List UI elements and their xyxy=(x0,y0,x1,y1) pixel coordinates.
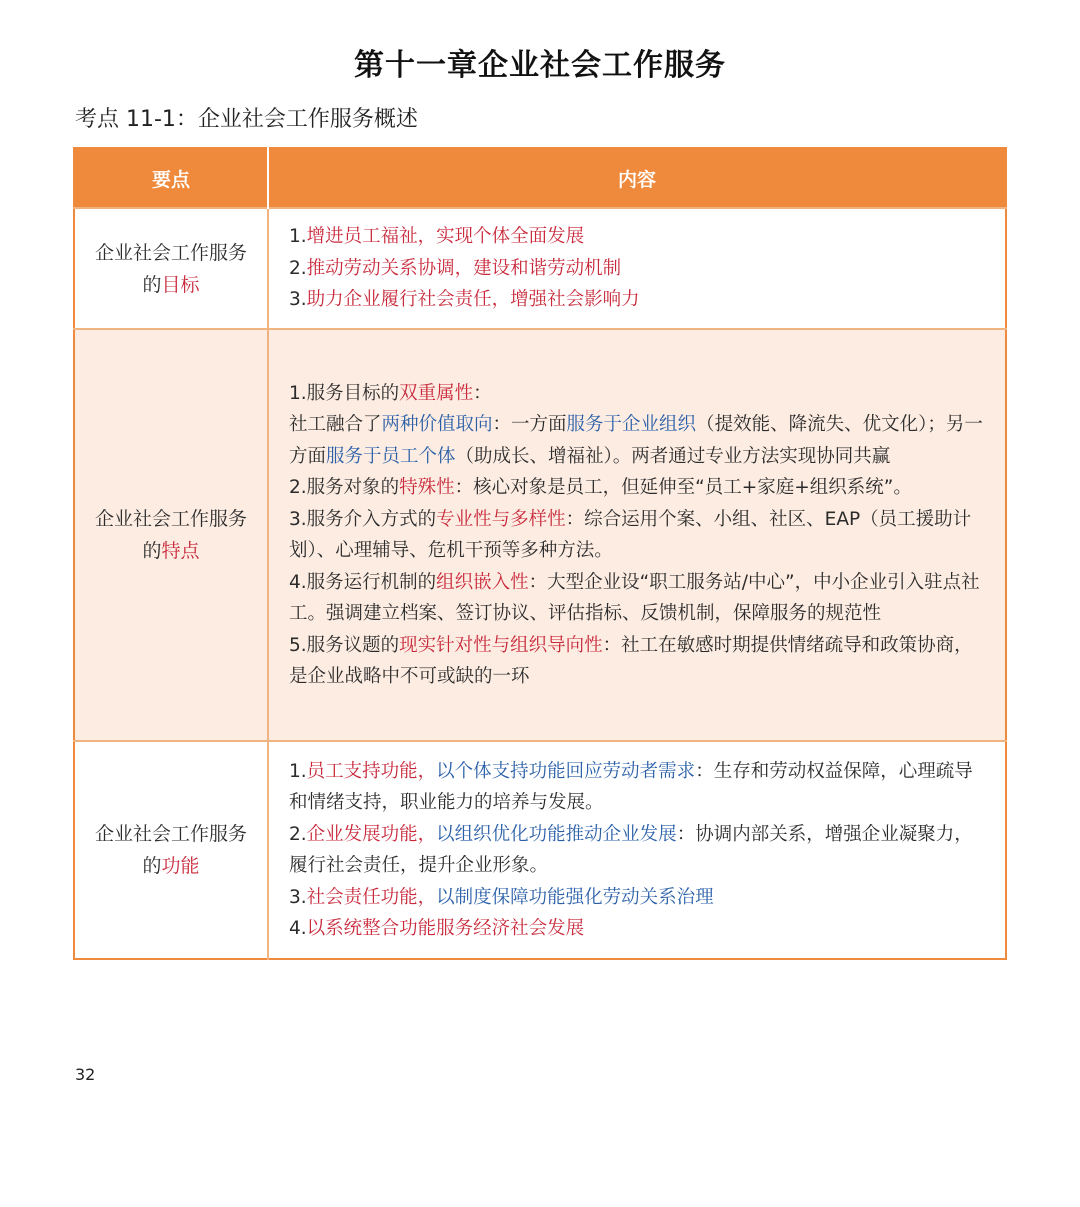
list-item: 3.服务介入方式的专业性与多样性：综合运用个案、小组、社区、EAP（员工援助计划）、心理辅导、危机干预等多种方法。 xyxy=(289,508,972,561)
list-item: 4.服务运行机制的组织嵌入性：大型企业设“职工服务站/中心”，中小企业引入驻点社工。强调建立档案、签订协议、评估指标、反馈机制，保障服务的规范性 xyxy=(289,571,980,624)
list-item: 1.增进员工福祉，实现个体全面发展 xyxy=(289,226,585,248)
table-row xyxy=(74,208,1006,329)
list-item: 2.推动劳动关系协调，建设和谐劳动机制 xyxy=(289,257,622,279)
row-content-goal xyxy=(268,208,1006,329)
header-content: 内容 xyxy=(268,148,1006,208)
row-key-features xyxy=(74,329,268,741)
list-item: 2.服务对象的特殊性：核心对象是员工，但延伸至“员工+家庭+组织系统”。 xyxy=(289,477,912,498)
list-item: 社工融合了两种价值取向：一方面服务于企业组织（提效能、降流失、优文化）；另一方面服务于员工个体（助成长、增福祉）。两者通过专业方法实现协同共赢 xyxy=(289,414,983,467)
row-key-goal xyxy=(74,208,268,329)
list-item: 1.服务目标的双重属性： xyxy=(289,382,492,404)
chapter-title: 第十一章企业社会工作服务 xyxy=(354,48,726,83)
row-key-functions xyxy=(74,741,268,959)
key-highlight: 目标 xyxy=(161,273,200,296)
summary-table xyxy=(73,147,1007,960)
list-item: 1.员工支持功能，以个体支持功能回应劳动者需求：生存和劳动权益保障，心理疏导和情绪支持，职业能力的培养与发展。 xyxy=(289,760,973,813)
key-prefix: 企业社会工作服务的 xyxy=(94,241,247,296)
header-key: 要点 xyxy=(74,148,268,208)
list-item: 4.以系统整合功能服务经济社会发展 xyxy=(289,918,585,939)
section-subtitle: 考点 11-1：企业社会工作服务概述 xyxy=(75,107,418,132)
key-prefix: 企业社会工作服务的 xyxy=(94,508,247,562)
list-item: 2.企业发展功能，以组织优化功能推动企业发展：协调内部关系，增强企业凝聚力，履行社会责任，提升企业形象。 xyxy=(289,823,973,876)
key-highlight: 特点 xyxy=(161,540,200,562)
list-item: 3.助力企业履行社会责任，增强社会影响力 xyxy=(289,289,640,311)
table-header-row xyxy=(74,148,1006,208)
table-row xyxy=(74,329,1006,741)
page-number: 32 xyxy=(75,1065,96,1084)
list-item: 5.服务议题的现实针对性与组织导向性：社工在敏感时期提供情绪疏导和政策协商，是企业战略中不可或缺的一环 xyxy=(289,634,973,687)
key-highlight: 功能 xyxy=(161,855,200,877)
table-row xyxy=(74,741,1006,959)
list-item: 3.社会责任功能，以制度保障功能强化劳动关系治理 xyxy=(289,886,714,908)
row-content-functions xyxy=(268,741,1006,959)
row-content-features xyxy=(268,329,1006,741)
key-prefix: 企业社会工作服务的 xyxy=(94,823,247,877)
